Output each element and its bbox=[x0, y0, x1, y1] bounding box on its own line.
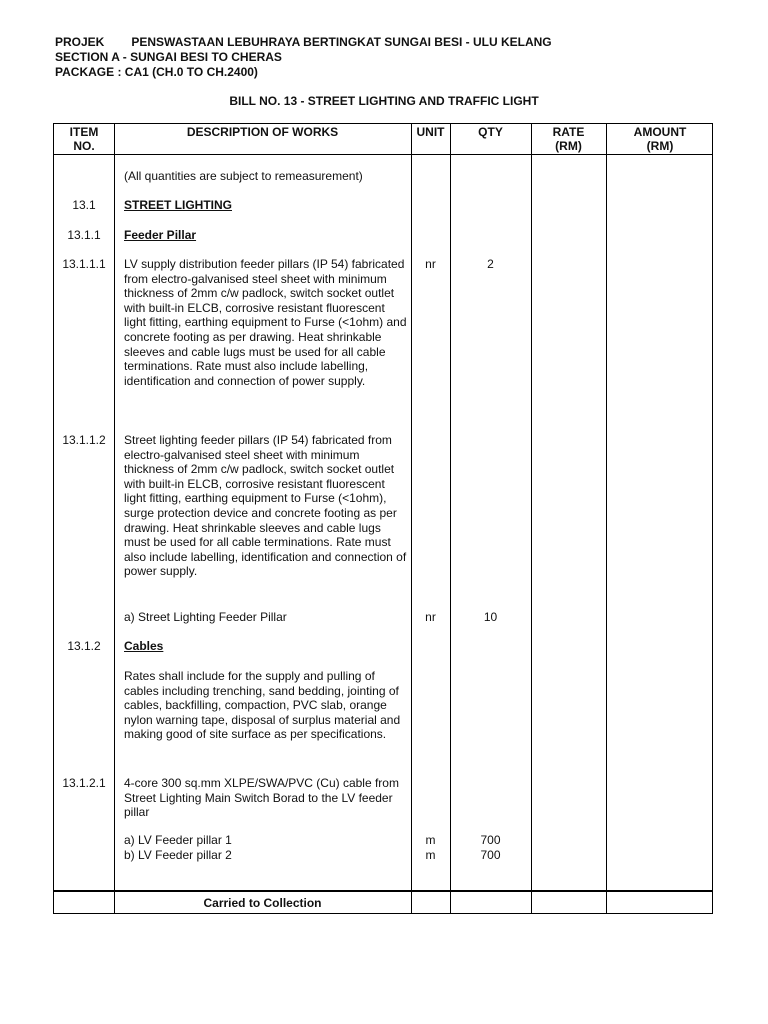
col-divider bbox=[606, 124, 607, 913]
project-title: PENSWASTAAN LEBUHRAYA BERTINGKAT SUNGAI BESI - ULU KELANG bbox=[131, 35, 552, 49]
bill-table bbox=[53, 123, 713, 914]
item-description: Street lighting feeder pillars (IP 54) fabricated from electro-galvanised steel sheet with minimum thickness of 2mm c/w padlock, switch socket outlet with built-in ELCB, corrosive resistant fluorescent light fitting, earthing equipment to Furse (<1ohm), surge protection device and concrete footing as per drawing. Heat shrinkable sleeves and cable lugs must be used for all cable terminations. Rate must also include labelling, identification and connection of power supply. bbox=[124, 433, 407, 579]
col-divider bbox=[411, 124, 412, 913]
section-heading: STREET LIGHTING bbox=[124, 198, 232, 212]
item-unit: m bbox=[425, 833, 436, 847]
remeasurement-note: (All quantities are subject to remeasurement) bbox=[124, 169, 363, 183]
package-line: PACKAGE : CA1 (CH.0 TO CH.2400) bbox=[55, 65, 258, 79]
col-rate-header: RATE (RM) bbox=[552, 125, 585, 153]
item-subentry: b) LV Feeder pillar 2 bbox=[124, 848, 232, 862]
item-qty: 700 bbox=[480, 848, 501, 862]
bill-title: BILL NO. 13 - STREET LIGHTING AND TRAFFIC LIGHT bbox=[229, 94, 539, 108]
item-number: 13.1.1.2 bbox=[62, 433, 106, 447]
item-unit: nr bbox=[425, 610, 436, 624]
item-number: 13.1 bbox=[72, 198, 96, 212]
col-divider bbox=[114, 124, 115, 913]
item-number: 13.1.1.1 bbox=[62, 257, 106, 271]
item-subentry: a) LV Feeder pillar 1 bbox=[124, 833, 232, 847]
section-line: SECTION A - SUNGAI BESI TO CHERAS bbox=[55, 50, 282, 64]
sub-heading: Feeder Pillar bbox=[124, 228, 197, 242]
sub-heading: Cables bbox=[124, 639, 164, 653]
col-description-header: DESCRIPTION OF WORKS bbox=[186, 125, 339, 139]
carried-to-collection-label: Carried to Collection bbox=[203, 896, 322, 910]
item-qty: 700 bbox=[480, 833, 501, 847]
project-line bbox=[55, 35, 552, 49]
col-unit-header: UNIT bbox=[416, 125, 445, 139]
col-divider bbox=[531, 124, 532, 913]
item-number: 13.1.2.1 bbox=[62, 776, 106, 790]
col-divider bbox=[450, 124, 451, 913]
footer-divider bbox=[54, 890, 712, 892]
col-item-header: ITEM NO. bbox=[69, 125, 99, 153]
item-qty: 10 bbox=[483, 610, 498, 624]
item-description: Rates shall include for the supply and pulling of cables including trenching, sand bedding, jointing of cables, backfilling, compaction, PVC slab, orange nylon warning tape, disposal of surplus material and making good of site surface as per specifications. bbox=[124, 669, 401, 742]
item-number: 13.1.1 bbox=[67, 228, 101, 242]
item-unit: nr bbox=[425, 257, 436, 271]
col-qty-header: QTY bbox=[478, 125, 503, 139]
projek-label: PROJEK bbox=[55, 35, 105, 49]
item-number: 13.1.2 bbox=[67, 639, 101, 653]
item-description: 4-core 300 sq.mm XLPE/SWA/PVC (Cu) cable from Street Lighting Main Switch Borad to the LV feeder pillar bbox=[124, 776, 399, 820]
item-subentry: a) Street Lighting Feeder Pillar bbox=[124, 610, 287, 624]
col-amount-header: AMOUNT (RM) bbox=[633, 125, 687, 153]
header-divider bbox=[54, 154, 712, 155]
item-unit: m bbox=[425, 848, 436, 862]
item-qty: 2 bbox=[487, 257, 494, 271]
item-description: LV supply distribution feeder pillars (IP 54) fabricated from electro-galvanised steel sheet with minimum thickness of 2mm c/w padlock, switch socket outlet with built-in ELCB, corrosive resistant fluorescent light fitting, earthing equipment to Furse (<1ohm) and concrete footing as per drawing. Heat shrinkable sleeves and cable lugs must be used for all cable terminations. Rate must also include labelling, identification and connection of power supply. bbox=[124, 257, 407, 388]
